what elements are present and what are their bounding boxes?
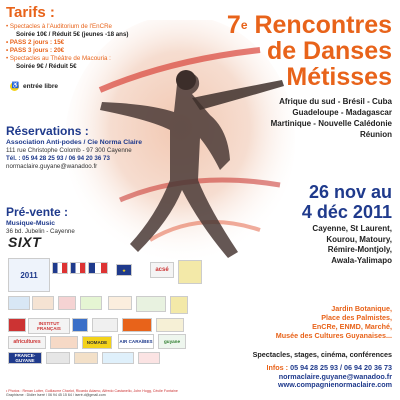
edition-suffix: e <box>240 18 248 32</box>
venues-list <box>232 304 392 340</box>
logo-partner-5 <box>108 296 132 310</box>
logo-2011-text: 2011 <box>20 270 38 280</box>
prevente-address: 36 bd. Jubelin - Cayenne <box>6 228 75 235</box>
venue-line: EnCRe, ENMD, Marché, <box>312 322 392 331</box>
logo-partner-14 <box>46 352 70 364</box>
infos-label: Infos : <box>266 363 291 372</box>
spectacles-line: Spectacles, stages, cinéma, conférences <box>252 350 392 359</box>
credits-photos: • Photos : Renan Lutter, Guillaume Charlot, Ricardo Adamo, Alfredo Castanello, John Hogg, Cécile Fontaine <box>6 389 178 393</box>
flag-icon <box>53 263 67 273</box>
logo-partner-9 <box>72 318 88 332</box>
logo-france-guyane <box>8 352 42 364</box>
countries-line: Martinique - Nouvelle Calédonie <box>270 119 392 128</box>
logo-guyane-text: guyane <box>163 339 181 344</box>
logo-ministere <box>70 262 86 274</box>
date-end: 4 déc 2011 <box>301 202 392 222</box>
infos-block <box>192 364 392 390</box>
logo-institut-text: INSTITUT FRANÇAIS <box>37 321 61 331</box>
event-title-line3: Métisses <box>286 63 392 91</box>
reservations-address: 111 rue Christophe Colomb - 97 300 Cayenne <box>6 147 132 154</box>
venue-line: Jardin Botanique, <box>331 304 392 313</box>
logo-air-caraibes <box>118 334 154 349</box>
infos-phone: 05 94 28 25 93 / 06 94 20 36 73 <box>290 363 392 372</box>
edition-number: 7 <box>226 11 241 39</box>
sixt-logo: SIXT <box>8 234 42 250</box>
tarif-pass-2: • PASS 2 jours : 15€ <box>6 39 65 46</box>
logo-air-caraibes-text: AIR CARAÏBES <box>119 339 153 344</box>
countries-line: Afrique du sud - Brésil - Cuba <box>279 97 392 106</box>
logo-partner-17 <box>138 352 160 364</box>
logo-partner-15 <box>74 352 98 364</box>
logo-institut <box>28 318 70 334</box>
tarif-macouria-prices: Soirée 9€ / Réduit 5€ <box>16 63 77 70</box>
logo-acse <box>150 262 174 278</box>
entree-libre <box>10 82 58 91</box>
event-title-line1 <box>227 12 392 38</box>
title-rencontres: Rencontres <box>247 11 392 39</box>
logo-partner-10 <box>92 318 118 332</box>
tarifs-list <box>6 23 128 71</box>
logo-2011 <box>8 258 50 292</box>
flag-icon <box>89 263 107 273</box>
logo-partner-11 <box>122 318 152 332</box>
reservations-title: Réservations : <box>6 124 89 138</box>
logo-nomade-text: NOMADE <box>86 340 108 345</box>
infos-website[interactable]: www.compagnienormaclaire.com <box>278 380 392 390</box>
logo-partner-4 <box>80 296 102 310</box>
venue-line: Place des Palmistes, <box>321 313 392 322</box>
countries-list <box>242 96 392 140</box>
event-title-line2: de Danses <box>266 37 392 65</box>
tarif-macouria: • Spectacles au Théâtre de Macouria : <box>6 55 111 62</box>
credits <box>6 389 246 397</box>
eu-stars-icon: ★ <box>121 267 127 273</box>
flag-icon <box>71 263 85 273</box>
logo-guyane <box>158 334 186 349</box>
logo-africultures <box>8 336 46 349</box>
tarifs-title: Tarifs : <box>6 4 55 21</box>
city-line: Kourou, Matoury, <box>326 234 392 244</box>
infos-email[interactable]: normaclaire.guyane@wanadoo.fr <box>278 371 392 381</box>
entree-libre-label: entrée libre <box>23 83 59 90</box>
logo-partner-3 <box>58 296 76 310</box>
date-start: 26 nov au <box>308 182 392 202</box>
logo-partner-2 <box>32 296 54 310</box>
logo-partner-1 <box>8 296 30 310</box>
logo-acse-text: acsé <box>155 266 169 273</box>
countries-line: Guadeloupe - Madagascar <box>292 108 392 117</box>
city-line: Rémire-Montjoly, <box>327 245 392 254</box>
city-line: Awala-Yalimapo <box>331 255 392 265</box>
logo-europe <box>116 264 132 276</box>
reservations-association: Association Anti-podes / Cie Norma Claire <box>6 139 143 146</box>
reservations-email[interactable]: normaclaire.guyane@wanadoo.fr <box>6 163 98 170</box>
accessibility-icon <box>10 82 19 91</box>
logo-partner-12 <box>156 318 184 332</box>
prevente-title: Pré-vente : <box>6 205 69 219</box>
cities-list <box>262 224 392 266</box>
logo-prefet <box>88 262 108 274</box>
tarif-auditorium: • Spectacles à l'Auditorium de l'EnCRe <box>6 23 112 30</box>
logo-partner-7 <box>170 296 188 314</box>
logo-region <box>178 260 202 284</box>
logo-partner-16 <box>102 352 134 364</box>
venue-line: Musée des Cultures Guyanaises... <box>275 331 392 340</box>
tarif-pass-3: • PASS 3 jours : 20€ <box>6 47 65 54</box>
logo-partner-6 <box>136 296 166 312</box>
logo-partner-13 <box>50 336 78 349</box>
prevente-shop: Musique-Music <box>6 220 56 227</box>
credits-graphics: Graphisme : Didier Iseré / 06 94 45 15 64 / iseré.d@gmail.com <box>6 393 106 398</box>
tarif-auditorium-prices: Soirée 10€ / Réduit 5€ (jeunes -18 ans) <box>16 31 129 38</box>
logo-republique <box>52 262 68 274</box>
reservations-phone: Tél. : 05 94 28 25 93 / 06 94 20 36 73 <box>6 155 110 162</box>
countries-line: Réunion <box>360 130 392 139</box>
reservations-block <box>6 139 142 171</box>
logo-africultures-text: africultures <box>13 339 41 345</box>
city-line: Cayenne, St Laurent, <box>312 224 392 233</box>
logo-nomade <box>82 336 112 349</box>
logo-france-guyane-text: FRANCE-GUYANE <box>14 353 36 363</box>
logo-partner-8 <box>8 318 26 332</box>
